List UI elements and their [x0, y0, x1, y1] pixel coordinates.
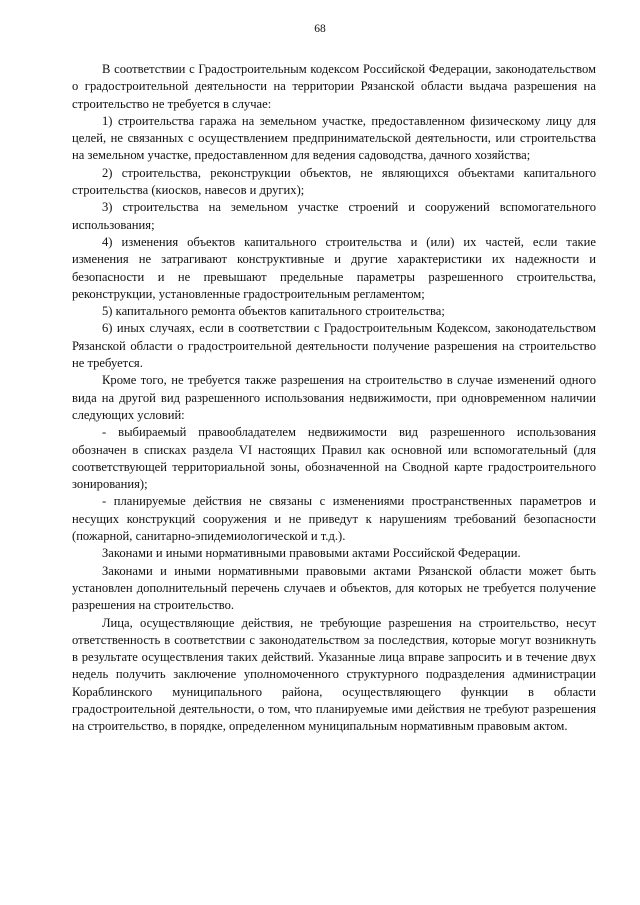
paragraph-regional-laws: Законами и иными нормативными правовыми актами Рязанской области может быть установлен дополнительный перечень случаев и объектов, для которых не требуется получение разрешения на строительство.	[72, 563, 596, 613]
list-item-6: 6) иных случаях, если в соответствии с Градостроительным Кодексом, законодательством Рязанской области о градостроительной деятельности получение разрешения на строительство не требуется.	[72, 321, 596, 371]
paragraph-federal-laws: Законами и иными нормативными правовыми актами Российской Федерации.	[102, 546, 521, 561]
list-item-1: 1) строительства гаража на земельном участке, предоставленном физическому лицу для целей, не связанных с осуществлением предпринимательской деятельности, или строительства на земельном участке, предоставленном для ведения садоводства, дачного хозяйства;	[72, 113, 596, 163]
paragraph-responsibility: Лица, осуществляющие действия, не требующие разрешения на строительство, несут ответственность в соответствии с законодательством за последствия, которые могут возникнуть в результате осуществления таких действий. Указанные лица вправе запросить и в течение двух недель получить заключение уполномоченного структурного подразделения администрации Кораблинского муниципального района, осуществляющего функции в области градостроительной деятельности, о том, что планируемые ими действия не требуют разрешения на строительство, в порядке, определенном муниципальным нормативным правовым актом.	[72, 615, 596, 734]
paragraph-intro: В соответствии с Градостроительным кодексом Российской Федерации, законодательством о градостроительной деятельности на территории Рязанской области выдача разрешения на строительство не требуется в случае:	[72, 62, 596, 111]
list-item-4: 4) изменения объектов капитального строительства и (или) их частей, если такие изменения не затрагивают конструктивные и другие характеристики их надежности и безопасности и не превышают предельные параметры разрешенного строительства, реконструкции, установленные градостроительным регламентом;	[72, 234, 596, 301]
paragraph-additional: Кроме того, не требуется также разрешения на строительство в случае изменений одного вида на другой вид разрешенного использования недвижимости, при одновременном наличии следующих условий:	[72, 373, 596, 422]
condition-item-2: - планируемые действия не связаны с изменениями пространственных параметров и несущих конструкций сооружения и не приведут к нарушениям требований безопасности (пожарной, санитарно-эпидемиологической и т.д.).	[72, 494, 596, 544]
page-number: 68	[314, 23, 326, 35]
list-item-2: 2) строительства, реконструкции объектов, не являющихся объектами капитального строительства (киосков, навесов и других);	[72, 165, 596, 198]
list-item-5: 5) капитального ремонта объектов капитального строительства;	[102, 304, 445, 319]
list-item-3: 3) строительства на земельном участке строений и сооружений вспомогательного использования;	[72, 200, 596, 232]
condition-item-1: - выбираемый правообладателем недвижимости вид разрешенного использования обозначен в списках раздела VI настоящих Правил как основной или вспомогательный (для соответствующей территориальной зоны, обозначенной на Сводной карте градостроительного зонирования);	[72, 425, 596, 492]
document-body	[72, 61, 596, 736]
